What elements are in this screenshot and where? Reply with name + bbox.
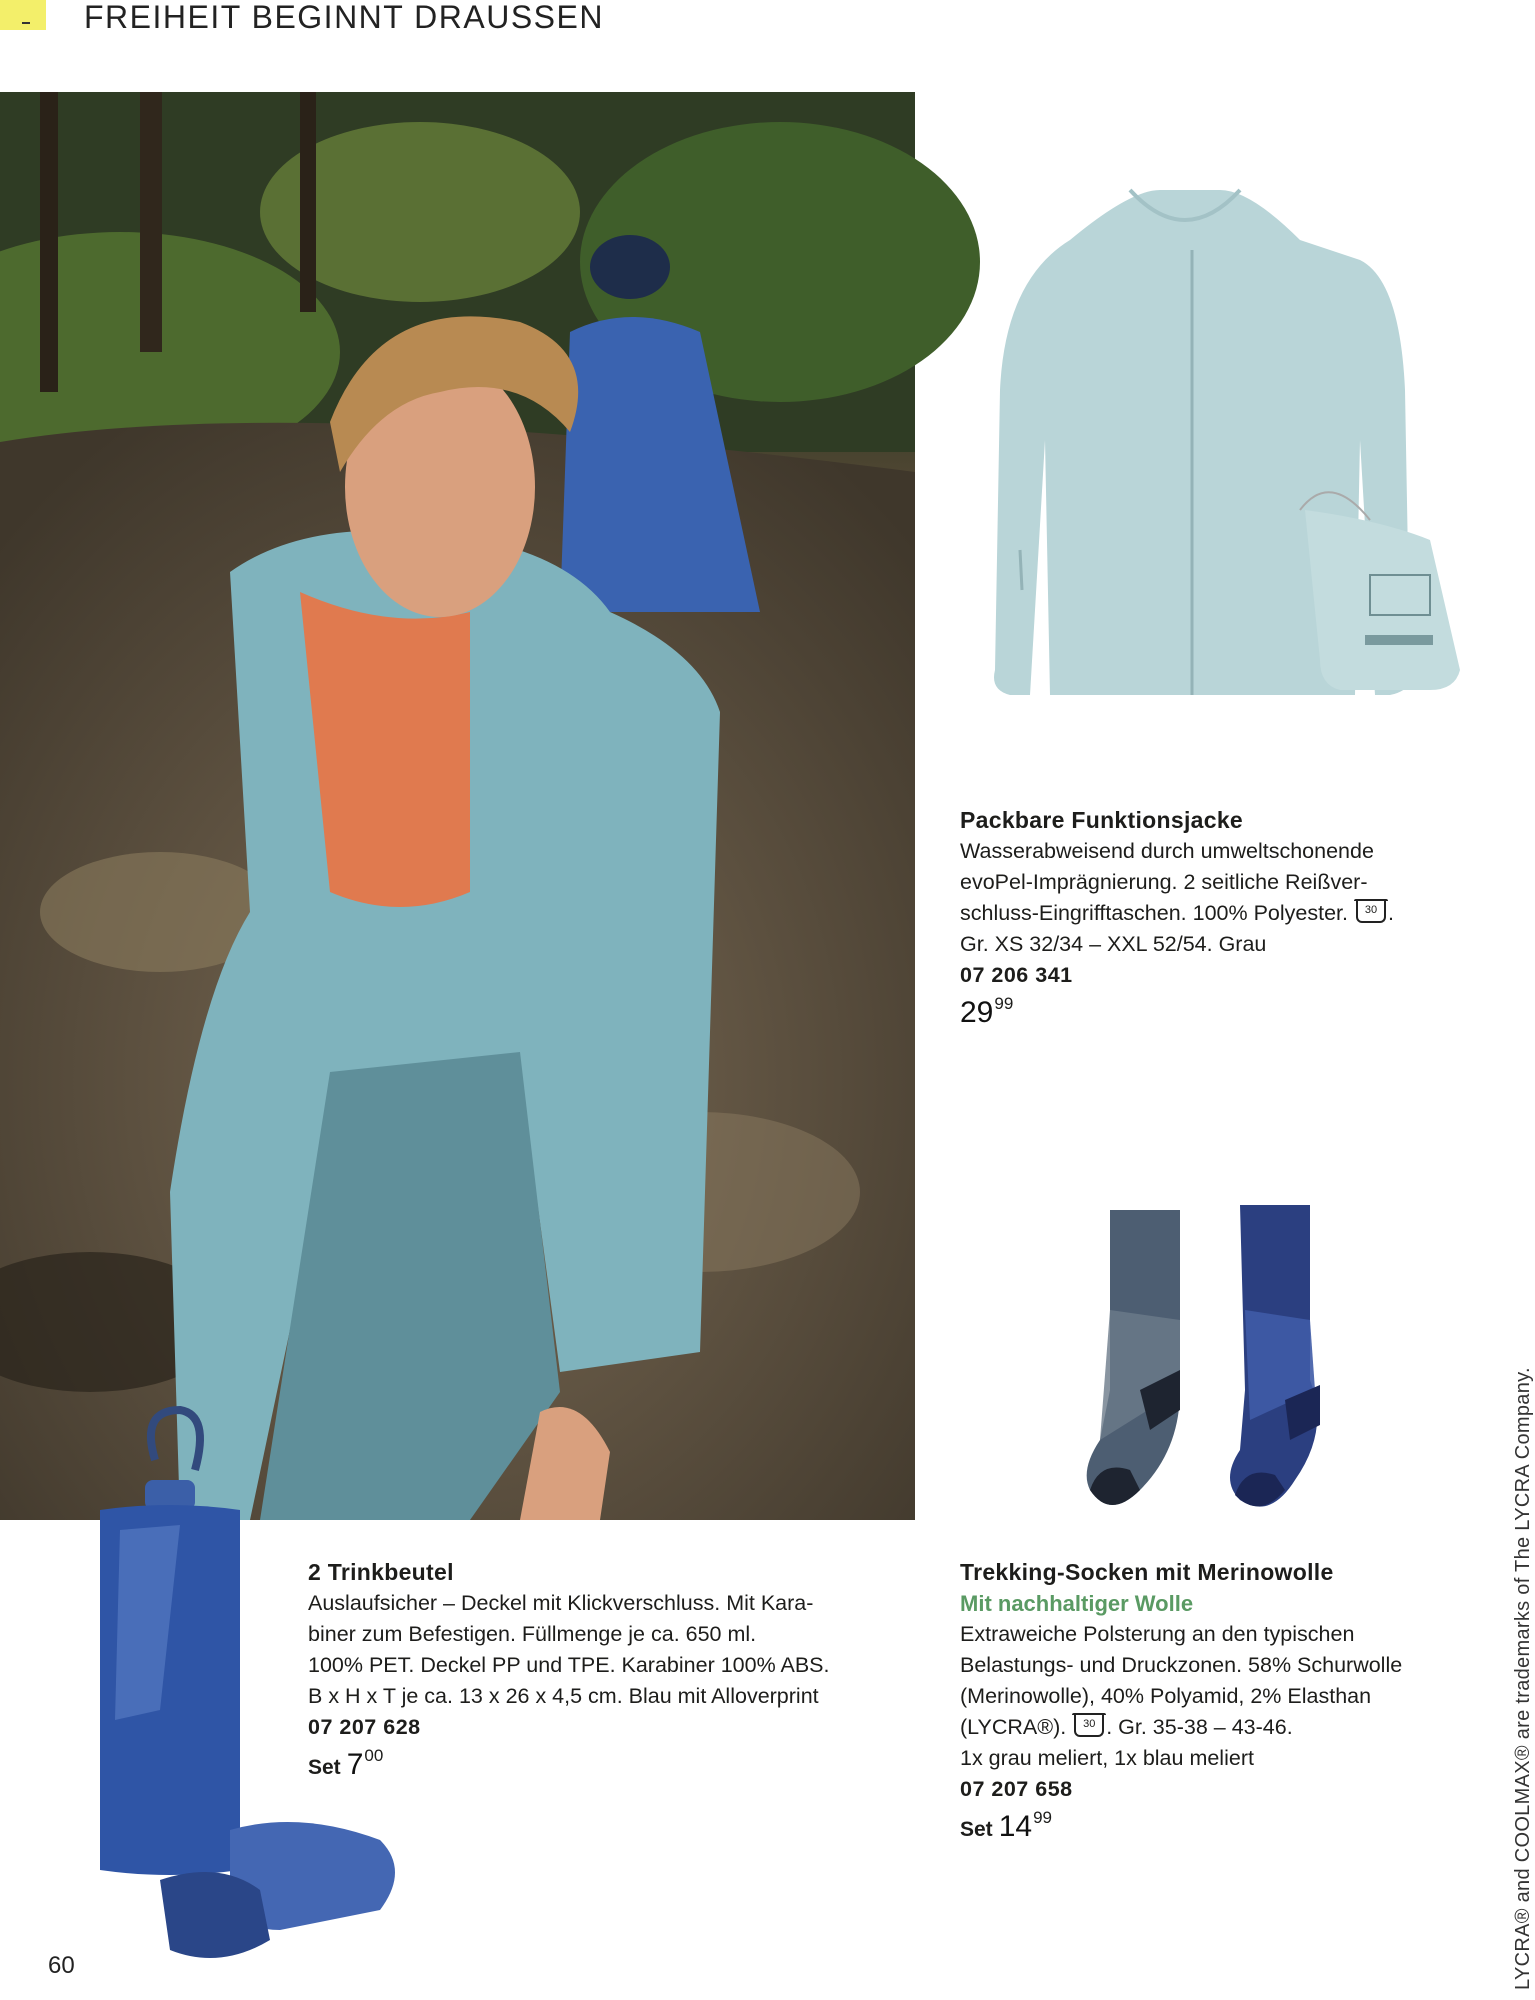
product-description-line: Auslaufsicher – Deckel mit Klickverschluss. Mit Kara- xyxy=(308,1591,814,1615)
price-prefix: Set xyxy=(960,1818,993,1841)
section-tab-marker xyxy=(0,0,46,30)
product-description-line: 1x grau meliert, 1x blau meliert xyxy=(960,1746,1254,1770)
product-trekking-socks xyxy=(960,1557,1402,1846)
page-number: 60 xyxy=(48,1952,75,1979)
wash-30-icon: 30 xyxy=(1074,1715,1104,1737)
product-description-line: (Merinowolle), 40% Polyamid, 2% Elasthan xyxy=(960,1684,1372,1708)
product-jacket xyxy=(960,805,1394,1032)
page-header-title: FREIHEIT BEGINNT DRAUSSEN xyxy=(84,0,604,35)
tab-marker-dash xyxy=(22,22,30,24)
product-title: Packbare Funktionsjacke xyxy=(960,807,1244,833)
article-number: 07 207 658 xyxy=(960,1777,1073,1801)
product-description-line: Belastungs- und Druckzonen. 58% Schurwolle xyxy=(960,1653,1403,1677)
wash-30-icon: 30 xyxy=(1356,901,1386,923)
price xyxy=(960,994,1394,1032)
product-description-line: evoPel-Imprägnierung. 2 seitliche Reißver- xyxy=(960,870,1368,894)
product-description-text: schluss-Eingrifftaschen. 100% Polyester. xyxy=(960,901,1348,925)
trademark-note: LYCRA® and COOLMAX® are trademarks of The LYCRA Company. xyxy=(1512,1367,1534,1990)
price-cent: 99 xyxy=(1033,1808,1052,1827)
hero-illustration xyxy=(0,92,915,1520)
price xyxy=(308,1746,829,1784)
product-description-text: . xyxy=(1387,901,1394,925)
product-description-line: Wasserabweisend durch umweltschonende xyxy=(960,839,1374,863)
price-euro: 14 xyxy=(998,1810,1033,1843)
product-description-line: B x H x T je ca. 13 x 26 x 4,5 cm. Blau mit Alloverprint xyxy=(308,1684,819,1708)
product-description-line: Extraweiche Polsterung an den typischen xyxy=(960,1622,1355,1646)
product-drinking-pouch xyxy=(308,1557,829,1784)
product-description-text: (LYCRA®). xyxy=(960,1715,1067,1739)
article-number: 07 206 341 xyxy=(960,963,1073,987)
price-cent: 99 xyxy=(994,994,1014,1013)
price-euro: 29 xyxy=(960,996,994,1029)
product-description-line xyxy=(960,898,1394,929)
product-subtitle: Mit nachhaltiger Wolle xyxy=(960,1591,1194,1616)
product-description-line xyxy=(960,1712,1402,1743)
price xyxy=(960,1808,1402,1846)
price-euro: 7 xyxy=(346,1748,364,1781)
hero-photo xyxy=(0,92,915,1520)
product-description-line: Gr. XS 32/34 – XXL 52/54. Grau xyxy=(960,932,1267,956)
product-description-line: 100% PET. Deckel PP und TPE. Karabiner 100% ABS. xyxy=(308,1653,830,1677)
jacket-product-image xyxy=(960,190,1480,730)
price-cent: 00 xyxy=(364,1746,384,1765)
product-description-line: biner zum Befestigen. Füllmenge je ca. 650 ml. xyxy=(308,1622,757,1646)
socks-product-image xyxy=(1080,1190,1380,1530)
product-title: Trekking-Socken mit Merinowolle xyxy=(960,1559,1334,1585)
product-title: 2 Trinkbeutel xyxy=(308,1559,454,1585)
product-description-text: . Gr. 35-38 – 43-46. xyxy=(1106,1715,1293,1739)
article-number: 07 207 628 xyxy=(308,1715,421,1739)
price-prefix: Set xyxy=(308,1756,341,1779)
